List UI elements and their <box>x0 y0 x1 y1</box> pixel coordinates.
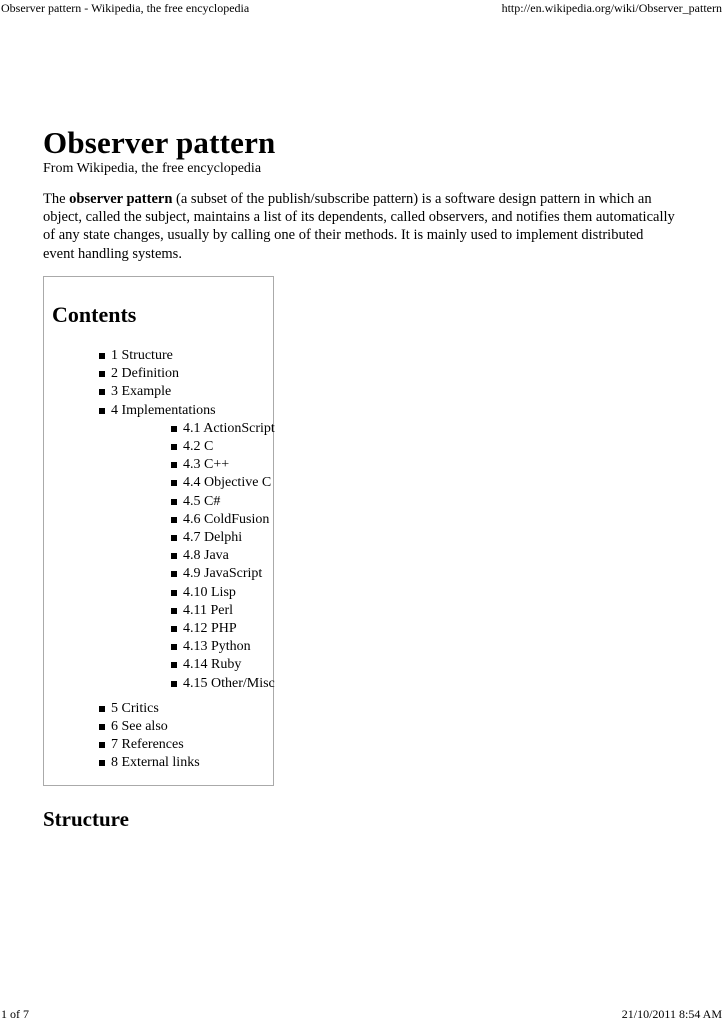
intro-term-observer-pattern: observer pattern <box>69 191 173 207</box>
print-footer-timestamp: 21/10/2011 8:54 AM <box>621 1007 722 1021</box>
toc-item-c[interactable]: 4.2 C <box>171 438 275 456</box>
toc-item-lisp[interactable]: 4.10 Lisp <box>171 584 275 602</box>
toc-item-other-misc[interactable]: 4.15 Other/Misc <box>171 675 275 693</box>
toc-item-java[interactable]: 4.8 Java <box>171 547 275 565</box>
intro-paragraph <box>43 190 678 263</box>
print-footer-page-count: 1 of 7 <box>1 1007 29 1021</box>
toc-item-external-links[interactable]: 8 External links <box>99 754 275 772</box>
toc-item-python[interactable]: 4.13 Python <box>171 638 275 656</box>
toc-title: Contents <box>52 302 137 327</box>
toc-item-see-also[interactable]: 6 See also <box>99 718 275 736</box>
toc-item-coldfusion[interactable]: 4.6 ColdFusion <box>171 511 275 529</box>
toc-item-actionscript[interactable]: 4.1 ActionScript <box>171 420 275 438</box>
table-of-contents <box>43 276 274 786</box>
toc-item-implementations[interactable] <box>99 402 275 700</box>
print-header-url: http://en.wikipedia.org/wiki/Observer_pattern <box>501 1 722 15</box>
section-heading-structure: Structure <box>43 807 129 831</box>
toc-item-implementations-label[interactable]: 4 Implementations <box>111 402 216 418</box>
page-subtitle: From Wikipedia, the free encyclopedia <box>43 161 262 176</box>
toc-item-perl[interactable]: 4.11 Perl <box>171 602 275 620</box>
toc-item-objective-c[interactable]: 4.4 Objective C <box>171 474 275 492</box>
intro-text-start: The <box>43 191 70 207</box>
print-header-title: Observer pattern - Wikipedia, the free encyclopedia <box>1 1 250 15</box>
toc-item-structure[interactable]: 1 Structure <box>99 347 275 365</box>
toc-list <box>99 347 275 773</box>
page-title: Observer pattern <box>43 125 276 160</box>
toc-item-references[interactable]: 7 References <box>99 736 275 754</box>
toc-item-critics[interactable]: 5 Critics <box>99 700 275 718</box>
toc-item-example[interactable]: 3 Example <box>99 383 275 401</box>
toc-item-definition[interactable]: 2 Definition <box>99 365 275 383</box>
toc-sublist-implementations <box>111 420 275 700</box>
toc-item-php[interactable]: 4.12 PHP <box>171 620 275 638</box>
intro-text-rest: (a subset of the publish/subscribe pattern) is a software design pattern in which an object, called the subject, maintains a list of its dependents, called observers, and notifies them automatically of any state changes, usually by calling one of their methods. It is mainly used to implement distributed event handling systems. <box>43 191 675 262</box>
toc-item-csharp[interactable]: 4.5 C# <box>171 493 275 511</box>
toc-item-delphi[interactable]: 4.7 Delphi <box>171 529 275 547</box>
toc-item-ruby[interactable]: 4.14 Ruby <box>171 656 275 674</box>
toc-item-javascript[interactable]: 4.9 JavaScript <box>171 565 275 583</box>
toc-item-cpp[interactable]: 4.3 C++ <box>171 456 275 474</box>
